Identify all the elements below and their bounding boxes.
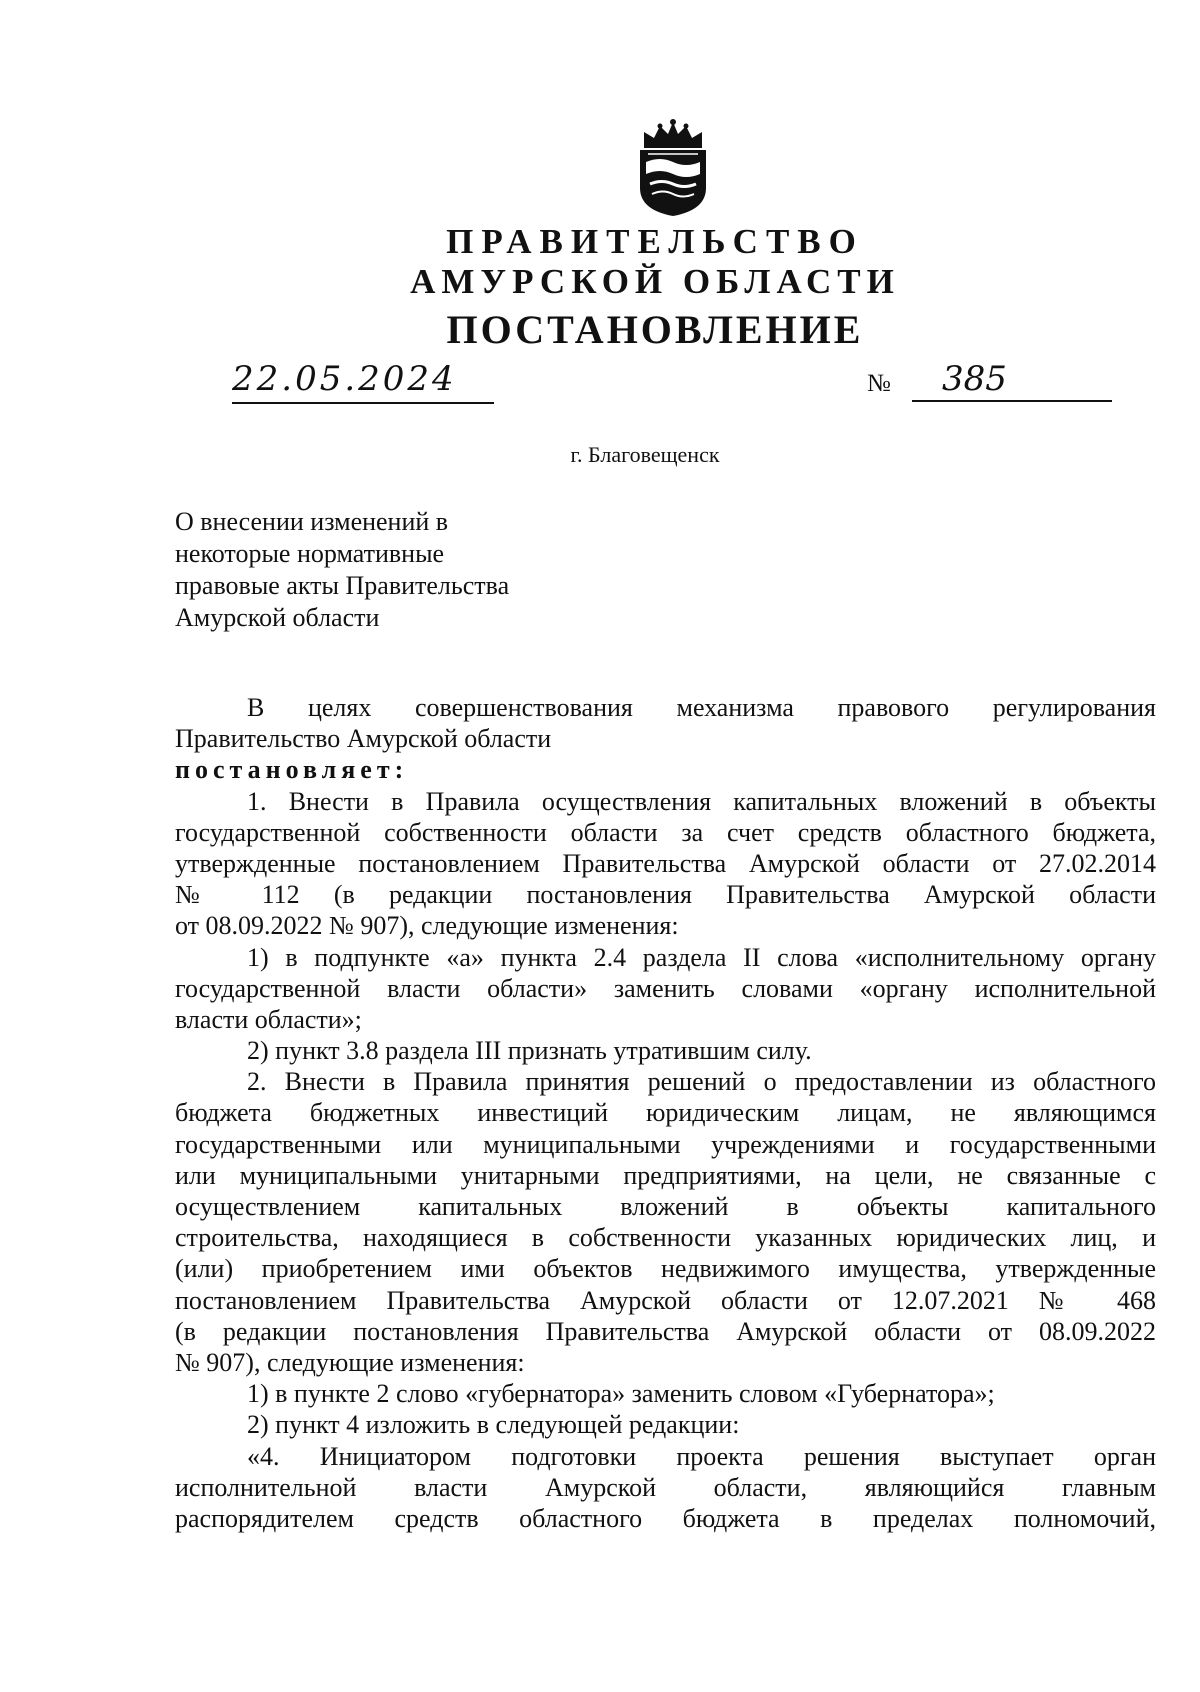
subject-line: О внесении изменений в — [175, 507, 449, 536]
body-line: (в редакции постановления Правительства Амурской области от 08.09.2022 — [175, 1316, 1156, 1346]
body-line: исполнительной власти Амурской области, являющийся главным — [175, 1472, 1156, 1502]
body-line: 2) пункт 3.8 раздела III признать утратившим силу. — [247, 1036, 812, 1066]
body-line: 1) в пункте 2 слово «губернатора» заменить словом «Губернатора»; — [247, 1379, 995, 1409]
body-line: постановлением Правительства Амурской области от 12.07.2021 № 468 — [175, 1285, 1156, 1315]
body-line: 2. Внести в Правила принятия решений о предоставлении из областного — [247, 1067, 1156, 1097]
resolution-keyword: постановляет: — [175, 755, 409, 785]
subject-line: правовые акты Правительства — [175, 571, 510, 600]
body-line: Правительство Амурской области — [175, 724, 552, 754]
body-line: власти области»; — [175, 1004, 362, 1034]
body-line: государственными или муниципальными учреждениями и государственными — [175, 1129, 1156, 1159]
body-line: № 112 (в редакции постановления Правительства Амурской области — [175, 880, 1156, 910]
subject-line: Амурской области — [175, 603, 380, 632]
document-subject — [175, 506, 595, 634]
number-label: № — [867, 370, 891, 397]
city-line: г. Благовещенск — [570, 442, 720, 467]
body-line: 1) в подпункте «а» пункта 2.4 раздела II слова «исполнительному органу — [247, 942, 1156, 972]
body-line: строительства, находящиеся в собственности указанных юридических лиц, и — [175, 1223, 1156, 1253]
body-line: 1. Внести в Правила осуществления капитальных вложений в объекты — [247, 786, 1156, 816]
document-date-handwritten: 22.05.2024 — [232, 356, 494, 404]
body-line: государственной собственности области за счет средств областного бюджета, — [175, 817, 1156, 847]
subject-line: некоторые нормативные — [175, 539, 445, 568]
document-type-title: ПОСТАНОВЛЕНИЕ — [446, 307, 864, 352]
body-line: «4. Инициатором подготовки проекта решения выступает орган — [247, 1441, 1156, 1471]
amur-region-coat-of-arms-icon — [630, 118, 716, 218]
header-government: ПРАВИТЕЛЬСТВО — [446, 222, 864, 261]
document-number-handwritten: 385 — [912, 356, 1112, 402]
body-line: распорядителем средств областного бюджета в пределах полномочий, — [175, 1503, 1156, 1533]
body-line: (или) приобретением ими объектов недвижимого имущества, утвержденные — [175, 1254, 1156, 1284]
body-line: 2) пункт 4 изложить в следующей редакции: — [247, 1410, 740, 1440]
body-line: осуществлением капитальных вложений в объекты капитального — [175, 1192, 1156, 1221]
body-line: государственной власти области» заменить словами «органу исполнительной — [175, 973, 1156, 1003]
document-body — [175, 692, 1156, 1534]
body-line: или муниципальными унитарными предприятиями, на цели, не связанные с — [175, 1160, 1156, 1190]
body-line: бюджета бюджетных инвестиций юридическим лицам, не являющимся — [175, 1098, 1156, 1128]
body-line: утвержденные постановлением Правительства Амурской области от 27.02.2014 — [175, 848, 1156, 878]
body-line: В целях совершенствования механизма правового регулирования — [247, 693, 1156, 722]
body-line: от 08.09.2022 № 907), следующие изменения: — [175, 911, 679, 941]
header-region: АМУРСКОЙ ОБЛАСТИ — [410, 262, 900, 301]
body-line: № 907), следующие изменения: — [175, 1347, 525, 1377]
